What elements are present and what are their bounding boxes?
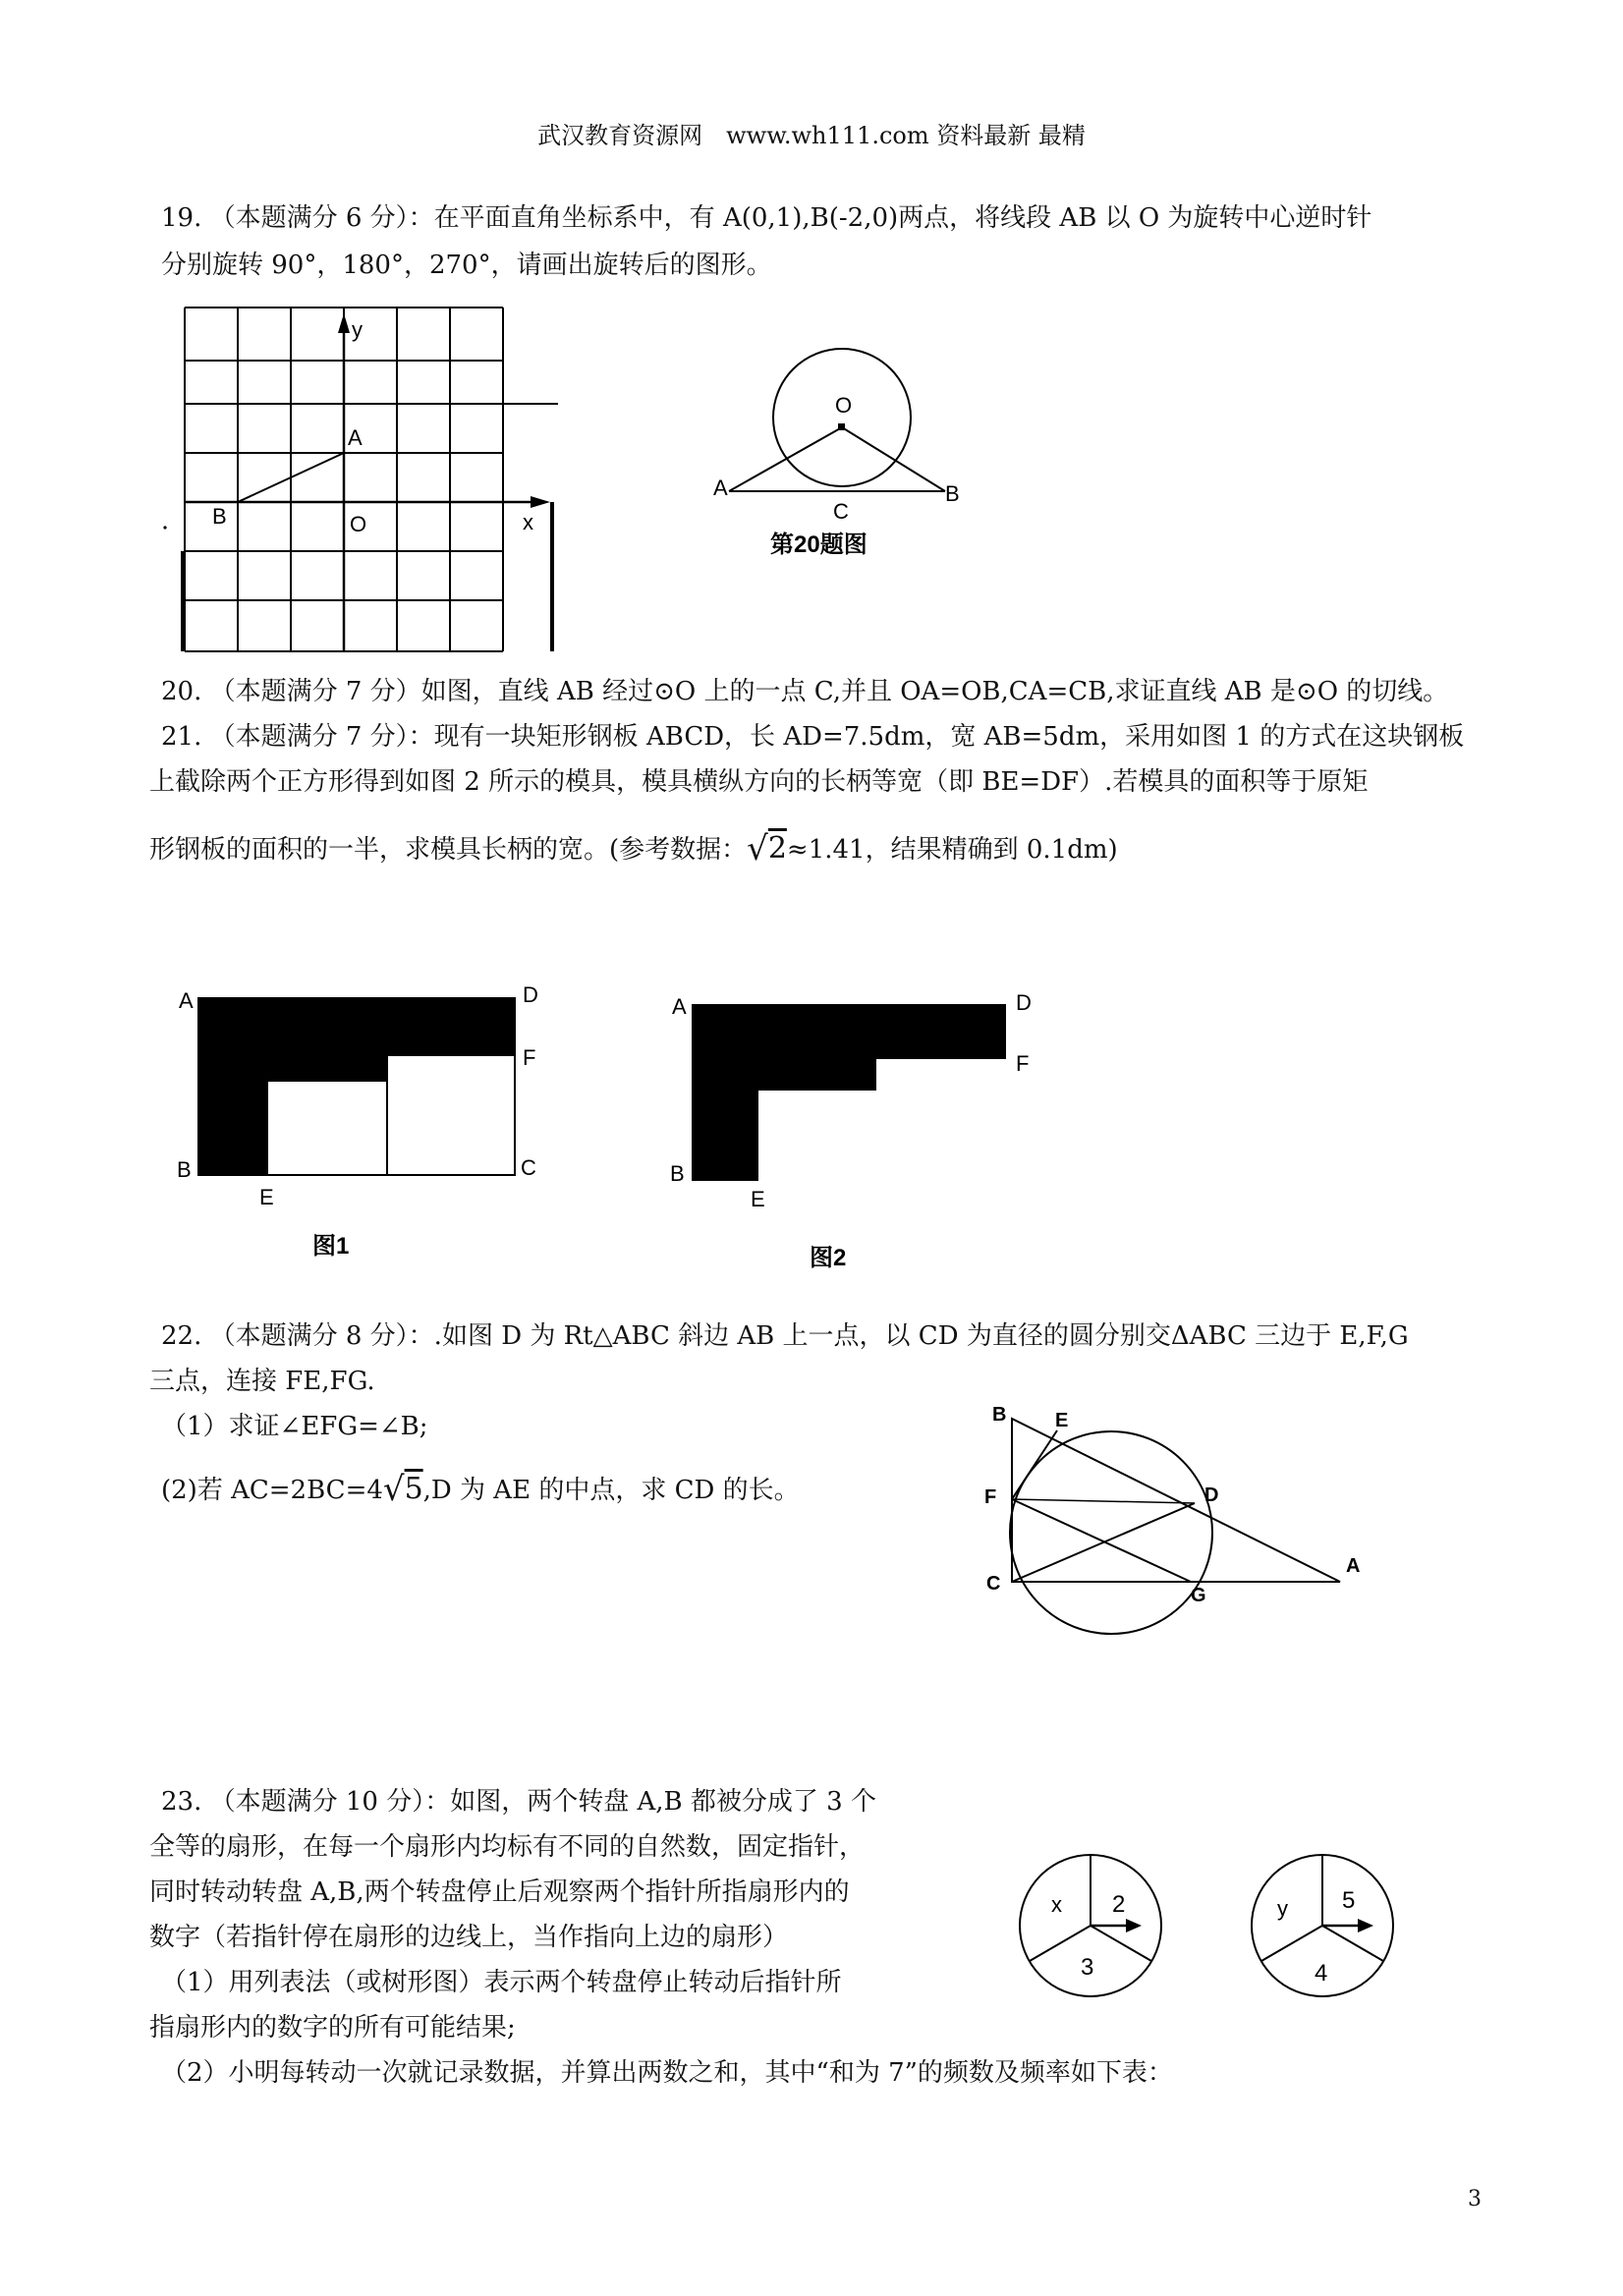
fig20-o-label: O: [835, 393, 853, 418]
spinner-b-sector-3: 4: [1315, 1960, 1328, 1987]
sqrt-icon: √: [747, 829, 768, 868]
q21-figure-2: [660, 984, 1053, 1279]
q21-figure-1: [167, 982, 550, 1277]
y-axis-arrow-icon: [338, 313, 350, 333]
q23-line4: 数字（若指针停在扇形的边线上，当作指向上边的扇形）: [149, 1923, 789, 1952]
fig1-b-label: B: [177, 1157, 192, 1182]
q22-f-label: F: [984, 1486, 997, 1508]
q20-line1: 20. （本题满分 7 分）如图，直线 AB 经过⊙O 上的一点 C,并且 OA=OB,CA=CB,求证直线 AB 是⊙O 的切线。: [161, 677, 1449, 706]
q23-line3: 同时转动转盘 A,B,两个转盘停止后观察两个指针所指扇形内的: [149, 1877, 850, 1907]
fig1-caption: 图1: [312, 1233, 350, 1260]
q19-coordinate-grid: [157, 300, 570, 663]
q22-part1: （1）求证∠EFG=∠B;: [161, 1412, 428, 1441]
q23-line2: 全等的扇形，在每一个扇形内均标有不同的自然数，固定指针，: [149, 1832, 866, 1862]
q22-part2-text-a: (2)若 AC=2BC=4: [161, 1476, 383, 1505]
page-header: 武汉教育资源网 www.wh111.com 资料最新 最精: [537, 122, 1086, 149]
q21-line1: 21. （本题满分 7 分）：现有一块矩形钢板 ABCD，长 AD=7.5dm，宽 AB=5dm，采用如图 1 的方式在这块钢板: [161, 722, 1465, 752]
spinner-a-sector-3: 3: [1081, 1954, 1094, 1981]
y-axis-label: y: [352, 317, 363, 342]
spinner-b-sector-2: 5: [1342, 1887, 1356, 1914]
fig20-caption: 第20题图: [770, 532, 867, 558]
x-axis-label: x: [523, 510, 533, 534]
fig2-d-label: D: [1016, 990, 1032, 1015]
q22-b-label: B: [992, 1404, 1007, 1426]
q21-line3: [149, 829, 1118, 869]
x-axis-arrow-icon: [531, 496, 550, 508]
spinner-b-sector-1: y: [1277, 1896, 1288, 1921]
fig2-b-label: B: [670, 1161, 685, 1186]
q21-line3-text-a: 形钢板的面积的一半，求模具长柄的宽。(参考数据：: [149, 835, 748, 865]
fig1-a-label: A: [179, 988, 194, 1013]
spinner-b: [1244, 1847, 1401, 2004]
spinner-a-sector-2: 2: [1112, 1891, 1126, 1918]
q22-line2: 三点，连接 FE,FG.: [149, 1367, 375, 1396]
point-a-label: A: [348, 425, 363, 450]
page-number: 3: [1468, 2187, 1482, 2212]
fig20-c-label: C: [833, 499, 849, 524]
point-b-label: B: [212, 504, 227, 529]
q22-part2: [161, 1470, 800, 1510]
q23-line6: 指扇形内的数字的所有可能结果;: [149, 2013, 516, 2043]
fig2-f-label: F: [1016, 1051, 1030, 1076]
fig20-circle-tangent: [700, 334, 984, 570]
q21-line2: 上截除两个正方形得到如图 2 所示的模具，模具横纵方向的长柄等宽（即 BE=DF）.若模具的面积等于原矩: [149, 767, 1369, 797]
q22-line1: 22. （本题满分 8 分）：.如图 D 为 Rt△ABC 斜边 AB 上一点，以 CD 为直径的圆分别交ΔABC 三边于 E,F,G: [161, 1321, 1409, 1351]
fig2-a-label: A: [672, 994, 687, 1019]
q23-line5: （1）用列表法（或树形图）表示两个转盘停止转动后指针所: [161, 1968, 842, 1997]
q22-e-label: E: [1055, 1410, 1069, 1431]
q22-d-label: D: [1204, 1484, 1219, 1506]
q22-part2-text-b: ,D 为 AE 的中点，求 CD 的长。: [422, 1476, 800, 1505]
fig20-b-label: B: [945, 481, 960, 506]
spinner-a-sector-1: x: [1051, 1892, 1062, 1917]
fig20-a-label: A: [713, 476, 728, 500]
q19-line2: 分别旋转 90°，180°，270°，请画出旋转后的图形。: [161, 251, 772, 280]
fig1-e-label: E: [259, 1185, 274, 1209]
pointer-arrow-icon: [1126, 1919, 1142, 1932]
fig2-caption: 图2: [810, 1245, 847, 1271]
fig2-e-label: E: [751, 1187, 765, 1211]
q22-g-label: G: [1191, 1585, 1206, 1606]
q23-line1: 23. （本题满分 10 分）：如图，两个转盘 A,B 都被分成了 3 个: [161, 1787, 876, 1817]
q22-a-label: A: [1346, 1555, 1361, 1577]
q22-figure: [973, 1395, 1385, 1651]
q21-radicand: 2: [767, 831, 787, 866]
pointer-arrow-icon: [1358, 1919, 1373, 1932]
q19-line1: 19. （本题满分 6 分）：在平面直角坐标系中，有 A(0,1),B(-2,0)两点，将线段 AB 以 O 为旋转中心逆时针: [161, 203, 1372, 233]
q21-line3-text-b: ≈1.41，结果精确到 0.1dm): [786, 835, 1118, 865]
q22-c-label: C: [986, 1573, 1001, 1595]
sqrt-icon: √: [382, 1470, 405, 1509]
fig1-f-label: F: [523, 1045, 536, 1070]
q22-radicand: 5: [404, 1472, 423, 1506]
origin-label: O: [350, 512, 367, 536]
q23-line7: （2）小明每转动一次就记录数据，并算出两数之和，其中“和为 7”的频数及频率如下表：: [161, 2058, 1173, 2088]
fig1-c-label: C: [521, 1155, 536, 1180]
fig1-d-label: D: [523, 982, 538, 1007]
spinner-a: [1012, 1847, 1169, 2004]
